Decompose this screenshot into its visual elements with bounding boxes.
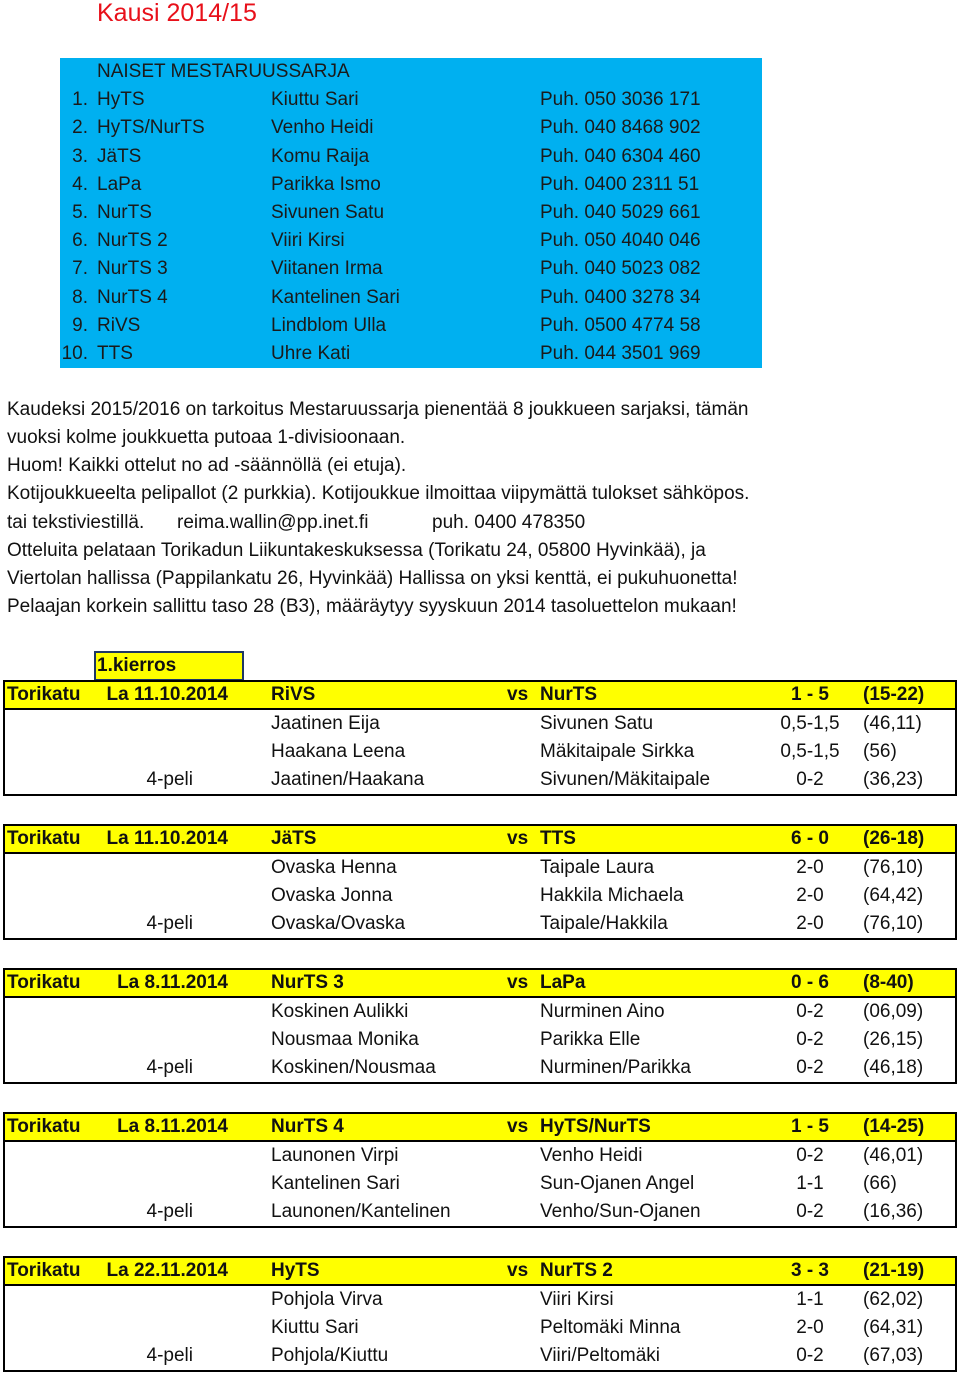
rubber-row	[5, 910, 955, 938]
rubber-games: (62,02)	[863, 1289, 924, 1310]
rubber-away-pair: Sivunen/Mäkitaipale	[540, 769, 711, 790]
match-date: La 8.11.2014	[117, 1116, 228, 1137]
match-vs: vs	[507, 972, 529, 993]
team-contact: Sivunen Satu	[271, 201, 385, 223]
rubber-games: (76,10)	[863, 913, 924, 934]
match-away-team: LaPa	[540, 972, 586, 993]
match-score: 1 - 5	[790, 1116, 830, 1137]
note-line: Kotijoukkueelta pelipallot (2 purkkia). Kotijoukkue ilmoittaa viipymättä tulokset sähköpos.	[7, 483, 750, 505]
rubber-home-player: Launonen Virpi	[271, 1145, 399, 1166]
rubber-type: 4-peli	[146, 1201, 193, 1222]
contact-prefix: tai tekstiviestillä.	[7, 511, 145, 533]
rubber-score: 2-0	[796, 1317, 824, 1338]
match-block	[3, 1112, 957, 1228]
rubber-away-player: Viiri Kirsi	[540, 1289, 614, 1310]
team-row	[60, 255, 762, 283]
rubber-type: 4-peli	[146, 1345, 193, 1366]
match-score: 0 - 6	[790, 972, 830, 993]
team-phone: Puh. 044 3501 969	[540, 342, 701, 364]
match-header	[5, 970, 955, 998]
rubber-home-player: Haakana Leena	[271, 741, 406, 762]
rubber-away-player: Sivunen Satu	[540, 713, 654, 734]
team-rank: 3.	[72, 145, 88, 167]
team-contact: Parikka Ismo	[271, 173, 381, 195]
team-phone: Puh. 040 5023 082	[540, 258, 701, 280]
team-phone: Puh. 0400 3278 34	[540, 286, 701, 308]
match-block	[3, 1256, 957, 1372]
page-title: Kausi 2014/15	[97, 0, 257, 27]
team-row	[60, 227, 762, 255]
rubber-score: 0,5-1,5	[780, 713, 840, 734]
match-games: (21-19)	[863, 1260, 925, 1281]
match-list	[3, 680, 957, 1400]
team-club: NurTS 3	[97, 258, 168, 280]
rubber-score: 0-2	[796, 1345, 824, 1366]
team-club: LaPa	[97, 173, 142, 195]
rubber-games: (36,23)	[863, 769, 924, 790]
note-line: vuoksi kolme joukkuetta putoaa 1-divisioonaan.	[7, 427, 406, 449]
rubber-away-player: Taipale Laura	[540, 857, 655, 878]
team-phone: Puh. 0500 4774 58	[540, 314, 701, 336]
rubber-games: (64,42)	[863, 885, 924, 906]
team-contact: Kantelinen Sari	[271, 286, 400, 308]
team-row	[60, 284, 762, 312]
team-phone: Puh. 0400 2311 51	[540, 173, 700, 195]
team-club: NurTS 2	[97, 230, 168, 252]
rubber-away-player: Parikka Elle	[540, 1029, 641, 1050]
rubber-away-player: Peltomäki Minna	[540, 1317, 681, 1338]
rubber-row	[5, 766, 955, 794]
series-box	[60, 58, 762, 368]
rubber-row	[5, 1170, 955, 1198]
match-date: La 11.10.2014	[106, 684, 228, 705]
match-games: (8-40)	[863, 972, 914, 993]
rubber-score: 0-2	[796, 769, 824, 790]
match-date: La 11.10.2014	[106, 828, 228, 849]
rubber-home-pair: Pohjola/Kiuttu	[271, 1345, 389, 1366]
match-vs: vs	[507, 684, 529, 705]
rubber-score: 0-2	[796, 1001, 824, 1022]
round-label: 1.kierros	[94, 651, 244, 681]
match-date: La 8.11.2014	[117, 972, 228, 993]
team-rank: 7.	[72, 258, 88, 280]
team-row	[60, 199, 762, 227]
rubber-games: (06,09)	[863, 1001, 924, 1022]
team-rank: 6.	[72, 230, 88, 252]
rubber-games: (76,10)	[863, 857, 924, 878]
rubber-away-player: Nurminen Aino	[540, 1001, 665, 1022]
rubber-away-pair: Nurminen/Parikka	[540, 1057, 691, 1078]
rubber-row	[5, 710, 955, 738]
team-club: NurTS 4	[97, 286, 168, 308]
match-away-team: NurTS	[540, 684, 597, 705]
match-block	[3, 968, 957, 1084]
rubber-row	[5, 1026, 955, 1054]
note-line: Kaudeksi 2015/2016 on tarkoitus Mestaruussarja pienentää 8 joukkueen sarjaksi, tämän	[7, 399, 749, 420]
rubber-home-pair: Koskinen/Nousmaa	[271, 1057, 436, 1078]
team-club: TTS	[97, 342, 133, 364]
rubber-games: (56)	[863, 741, 897, 762]
team-rank: 9.	[72, 314, 88, 336]
team-row	[60, 312, 762, 340]
match-block	[3, 824, 957, 940]
team-club: RiVS	[97, 314, 141, 336]
team-row	[60, 340, 762, 368]
rubber-home-player: Pohjola Virva	[271, 1289, 383, 1310]
match-header	[5, 1258, 955, 1286]
rubber-games: (46,01)	[863, 1145, 924, 1166]
match-venue: Torikatu	[7, 828, 81, 849]
rubber-row	[5, 1142, 955, 1170]
rubber-score: 2-0	[796, 885, 824, 906]
rubber-away-player: Hakkila Michaela	[540, 885, 684, 906]
rubber-away-player: Sun-Ojanen Angel	[540, 1173, 695, 1194]
match-venue: Torikatu	[7, 684, 81, 705]
team-contact: Kiuttu Sari	[271, 89, 359, 111]
rubber-type: 4-peli	[146, 913, 193, 934]
rubber-away-pair: Taipale/Hakkila	[540, 913, 668, 934]
rubber-row	[5, 1054, 955, 1082]
team-row	[60, 171, 762, 199]
rubber-games: (26,15)	[863, 1029, 924, 1050]
rubber-row	[5, 1286, 955, 1314]
match-home-team: NurTS 4	[271, 1116, 344, 1137]
rubber-games: (64,31)	[863, 1317, 924, 1338]
rubber-away-player: Venho Heidi	[540, 1145, 643, 1166]
rubber-games: (46,11)	[863, 713, 922, 734]
note-line: Pelaajan korkein sallittu taso 28 (B3), määräytyy syyskuun 2014 tasoluettelon mukaan!	[7, 595, 737, 617]
rubber-row	[5, 1342, 955, 1370]
team-phone: Puh. 040 5029 661	[540, 201, 701, 223]
rubber-score: 0-2	[796, 1057, 824, 1078]
match-home-team: HyTS	[271, 1260, 320, 1281]
team-rank: 1.	[72, 89, 88, 111]
rubber-score: 2-0	[796, 913, 824, 934]
match-away-team: NurTS 2	[540, 1260, 613, 1281]
rubber-home-player: Kantelinen Sari	[271, 1173, 400, 1194]
team-club: HyTS	[97, 89, 145, 111]
team-row	[60, 114, 762, 142]
match-vs: vs	[507, 1260, 529, 1281]
rubber-score: 0-2	[796, 1029, 824, 1050]
match-home-team: RiVS	[271, 684, 316, 705]
team-phone: Puh. 050 4040 046	[540, 230, 701, 252]
rubber-home-player: Ovaska Henna	[271, 857, 397, 878]
match-score: 1 - 5	[790, 684, 830, 705]
rubber-row	[5, 882, 955, 910]
rubber-score: 1-1	[796, 1173, 824, 1194]
rubber-type: 4-peli	[146, 1057, 193, 1078]
rubber-score: 2-0	[796, 857, 824, 878]
rubber-games: (67,03)	[863, 1345, 924, 1366]
team-rank: 10.	[61, 342, 88, 364]
rubber-type: 4-peli	[146, 769, 193, 790]
match-header	[5, 826, 955, 854]
match-away-team: HyTS/NurTS	[540, 1116, 651, 1137]
match-venue: Torikatu	[7, 1116, 81, 1137]
rubber-score: 0-2	[796, 1201, 824, 1222]
contact-email: reima.wallin@pp.inet.fi	[177, 511, 369, 533]
team-row	[60, 143, 762, 171]
series-heading: NAISET MESTARUUSSARJA	[97, 61, 350, 82]
rubber-row	[5, 1198, 955, 1226]
match-date: La 22.11.2014	[106, 1260, 228, 1281]
team-phone: Puh. 040 6304 460	[540, 145, 701, 167]
notes-section	[7, 396, 947, 621]
match-games: (14-25)	[863, 1116, 925, 1137]
rubber-games: (16,36)	[863, 1201, 924, 1222]
rubber-away-pair: Viiri/Peltomäki	[540, 1345, 661, 1366]
rubber-home-player: Koskinen Aulikki	[271, 1001, 409, 1022]
match-vs: vs	[507, 828, 529, 849]
note-contact-line	[7, 509, 947, 537]
contact-phone: puh. 0400 478350	[432, 511, 586, 533]
rubber-home-pair: Launonen/Kantelinen	[271, 1201, 451, 1222]
team-row	[60, 86, 762, 114]
team-rank: 5.	[72, 201, 88, 223]
rubber-away-player: Mäkitaipale Sirkka	[540, 741, 695, 762]
rubber-home-player: Nousmaa Monika	[271, 1029, 419, 1050]
team-club: HyTS/NurTS	[97, 117, 205, 139]
match-score: 3 - 3	[790, 1260, 830, 1281]
match-venue: Torikatu	[7, 972, 81, 993]
match-venue: Torikatu	[7, 1260, 81, 1281]
team-phone: Puh. 050 3036 171	[540, 89, 701, 111]
note-line: Huom! Kaikki ottelut no ad -säännöllä (ei etuja).	[7, 455, 407, 477]
match-score: 6 - 0	[790, 828, 830, 849]
rubber-home-player: Ovaska Jonna	[271, 885, 393, 906]
rubber-home-player: Kiuttu Sari	[271, 1317, 359, 1338]
match-header	[5, 682, 955, 710]
note-line: Otteluita pelataan Torikadun Liikuntakeskuksessa (Torikatu 24, 05800 Hyvinkää), ja	[7, 539, 706, 561]
match-header	[5, 1114, 955, 1142]
rubber-row	[5, 738, 955, 766]
match-away-team: TTS	[540, 828, 576, 849]
rubber-row	[5, 998, 955, 1026]
team-phone: Puh. 040 8468 902	[540, 117, 701, 139]
match-home-team: NurTS 3	[271, 972, 344, 993]
team-club: NurTS	[97, 201, 152, 223]
match-block	[3, 680, 957, 796]
rubber-games: (66)	[863, 1173, 897, 1194]
team-rank: 4.	[72, 173, 88, 195]
team-contact: Viiri Kirsi	[271, 230, 345, 252]
rubber-score: 0,5-1,5	[780, 741, 840, 762]
rubber-home-player: Jaatinen Eija	[271, 713, 380, 734]
match-home-team: JäTS	[271, 828, 317, 849]
team-contact: Lindblom Ulla	[271, 314, 387, 336]
note-line: Viertolan hallissa (Pappilankatu 26, Hyvinkää) Hallissa on yksi kenttä, ei pukuhuonetta!	[7, 567, 738, 589]
team-contact: Komu Raija	[271, 145, 370, 167]
team-contact: Uhre Kati	[271, 342, 351, 364]
rubber-home-pair: Ovaska/Ovaska	[271, 913, 406, 934]
rubber-games: (46,18)	[863, 1057, 924, 1078]
team-contact: Venho Heidi	[271, 117, 374, 139]
team-club: JäTS	[97, 145, 142, 167]
rubber-row	[5, 854, 955, 882]
team-rank: 8.	[72, 286, 88, 308]
match-games: (26-18)	[863, 828, 925, 849]
rubber-score: 1-1	[796, 1289, 824, 1310]
match-games: (15-22)	[863, 684, 925, 705]
rubber-score: 0-2	[796, 1145, 824, 1166]
rubber-home-pair: Jaatinen/Haakana	[271, 769, 425, 790]
rubber-away-pair: Venho/Sun-Ojanen	[540, 1201, 701, 1222]
team-rank: 2.	[72, 117, 88, 139]
team-contact: Viitanen Irma	[271, 258, 383, 280]
series-heading-row	[60, 58, 762, 86]
match-vs: vs	[507, 1116, 529, 1137]
rubber-row	[5, 1314, 955, 1342]
